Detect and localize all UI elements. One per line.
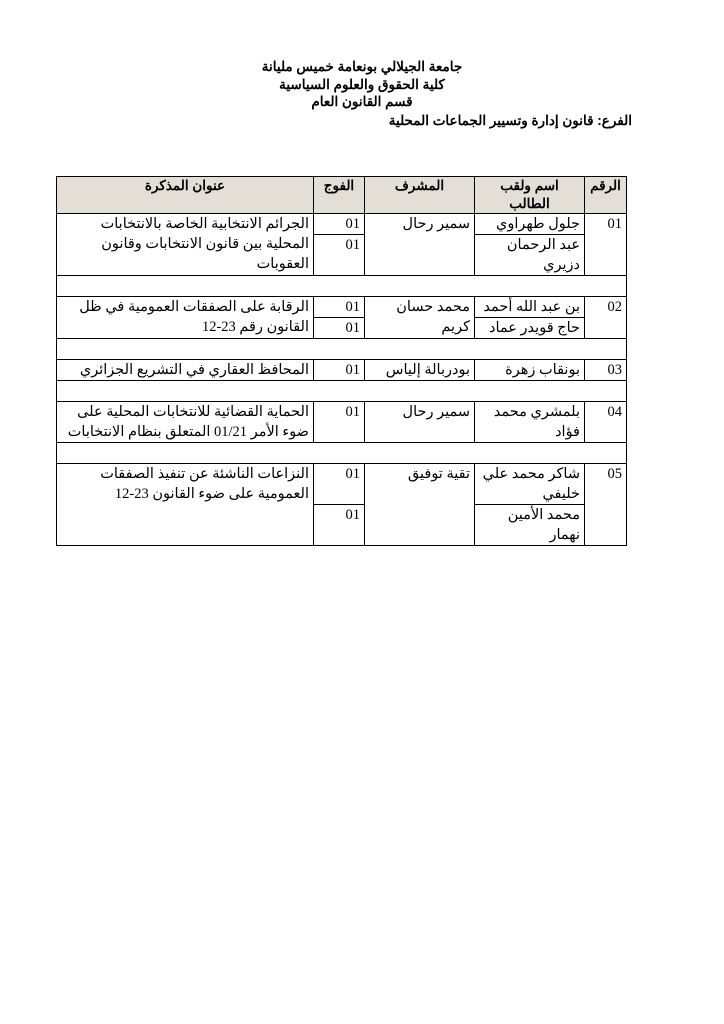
- table-header-row: [57, 177, 627, 214]
- spacer-row: [57, 276, 627, 297]
- row-number: 03: [585, 360, 627, 381]
- table-row: [57, 402, 627, 443]
- student-name: جلول طهراوي: [475, 214, 585, 235]
- supervisor-name: محمد حسان كريم: [365, 297, 475, 339]
- table-row: [57, 214, 627, 235]
- spacer-row: [57, 443, 627, 464]
- col-student-header: اسم ولقب الطالب: [475, 177, 585, 214]
- spacer-row: [57, 381, 627, 402]
- university-name: جامعة الجيلالي بونعامة خميس مليانة: [261, 59, 463, 74]
- row-number: 04: [585, 402, 627, 443]
- group-number: 01: [314, 360, 365, 381]
- supervisor-name: سمير رحال: [365, 214, 475, 276]
- student-name: عبد الرحمان دزيري: [475, 235, 585, 276]
- group-number: 01: [314, 214, 365, 235]
- thesis-title: الحماية القضائية للانتخابات المحلية على ضوء الأمر 01/21 المتعلق بنظام الانتخابات: [57, 402, 314, 443]
- thesis-title: الرقابة على الصفقات العمومية في ظل القانون رقم 23-12: [57, 297, 314, 339]
- student-name: بن عبد الله أحمد: [475, 297, 585, 318]
- student-name: بونقاب زهرة: [475, 360, 585, 381]
- thesis-title: المحافظ العقاري في التشريع الجزائري: [57, 360, 314, 381]
- supervisor-name: بودربالة إلياس: [365, 360, 475, 381]
- supervisor-name: تقية توفيق: [365, 464, 475, 546]
- spacer-row: [57, 339, 627, 360]
- table-row: [57, 297, 627, 318]
- col-group-header: الفوج: [314, 177, 365, 214]
- table-row: [57, 360, 627, 381]
- group-number: 01: [314, 318, 365, 339]
- col-supervisor-header: المشرف: [365, 177, 475, 214]
- student-name: حاج قويدر عماد: [475, 318, 585, 339]
- group-number: 01: [314, 297, 365, 318]
- table-row: [57, 464, 627, 505]
- row-number: 05: [585, 464, 627, 546]
- thesis-title: الجرائم الانتخابية الخاصة بالانتخابات المحلية بين قانون الانتخابات وقانون العقوبات: [57, 214, 314, 276]
- department-name: قسم القانون العام: [311, 94, 413, 109]
- supervisor-name: سمير رحال: [365, 402, 475, 443]
- row-number: 02: [585, 297, 627, 339]
- student-name: شاكر محمد علي خليفي: [475, 464, 585, 505]
- student-name: محمد الأمين نهمار: [475, 505, 585, 546]
- group-number: 01: [314, 505, 365, 546]
- faculty-name: كلية الحقوق والعلوم السياسية: [279, 76, 445, 92]
- thesis-title: النزاعات الناشئة عن تنفيذ الصفقات العمومية على ضوء القانون 23-12: [57, 464, 314, 546]
- document-header: [0, 58, 724, 129]
- row-number: 01: [585, 214, 627, 276]
- col-title-header: عنوان المذكرة: [57, 177, 314, 214]
- group-number: 01: [314, 402, 365, 443]
- group-number: 01: [314, 235, 365, 276]
- group-number: 01: [314, 464, 365, 505]
- col-num-header: الرقم: [585, 177, 627, 214]
- thesis-table: [56, 176, 627, 546]
- student-name: بلمشري محمد فؤاد: [475, 402, 585, 443]
- branch-title: الفرع: قانون إدارة وتسيير الجماعات المحلية: [388, 112, 632, 128]
